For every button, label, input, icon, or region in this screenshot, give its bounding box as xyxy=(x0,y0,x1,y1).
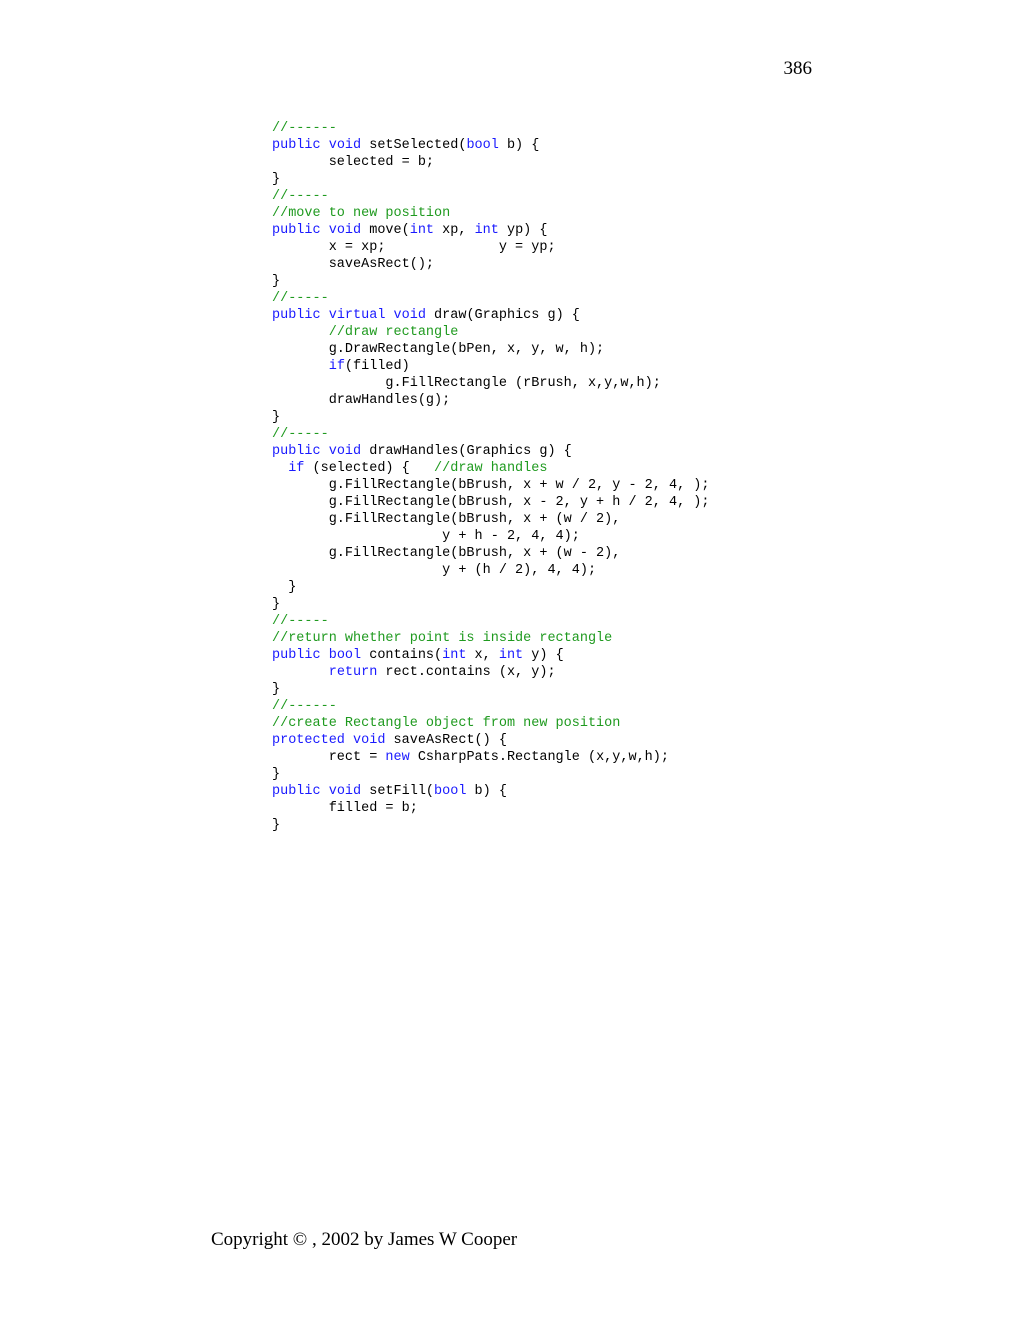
code-comment: //----- xyxy=(272,614,329,629)
code-line xyxy=(272,681,709,698)
code-line xyxy=(272,562,709,579)
code-text: } xyxy=(272,597,281,612)
code-keyword: int xyxy=(409,223,435,238)
code-text xyxy=(272,359,329,374)
code-text: rect = xyxy=(272,750,386,765)
code-line xyxy=(272,426,709,443)
code-line xyxy=(272,817,709,834)
code-text: g.FillRectangle(bBrush, x + w / 2, y - 2, 4, ); xyxy=(272,478,710,493)
code-keyword: if xyxy=(328,359,345,374)
code-line xyxy=(272,494,709,511)
code-text: } xyxy=(272,818,281,833)
code-text: draw(Graphics g) { xyxy=(425,308,580,323)
code-line xyxy=(272,783,709,800)
code-comment: //create Rectangle object from new position xyxy=(272,716,621,731)
code-line xyxy=(272,596,709,613)
code-keyword: void xyxy=(393,308,426,323)
code-keyword: void xyxy=(328,444,362,459)
code-text: (filled) xyxy=(344,359,410,374)
code-line xyxy=(272,715,709,732)
code-text: g.FillRectangle (rBrush, x,y,w,h); xyxy=(272,376,661,391)
code-line xyxy=(272,630,709,647)
code-keyword: protected xyxy=(272,733,345,748)
code-text: g.FillRectangle(bBrush, x + (w - 2), xyxy=(272,546,621,561)
code-comment: //move to new position xyxy=(272,206,451,221)
code-text: g.FillRectangle(bBrush, x - 2, y + h / 2, 4, ); xyxy=(272,495,710,510)
code-line xyxy=(272,392,709,409)
code-comment: //----- xyxy=(272,291,329,306)
code-keyword: public xyxy=(272,308,321,323)
code-text: g.DrawRectangle(bPen, x, y, w, h); xyxy=(272,342,605,357)
code-line xyxy=(272,732,709,749)
code-keyword: bool xyxy=(466,138,499,153)
code-comment: //draw rectangle xyxy=(328,325,459,340)
code-text: } xyxy=(272,580,297,595)
code-text: saveAsRect() { xyxy=(385,733,507,748)
code-text xyxy=(321,648,329,663)
code-line xyxy=(272,698,709,715)
code-keyword: bool xyxy=(328,648,362,663)
code-text xyxy=(321,223,329,238)
code-text: } xyxy=(272,274,281,289)
code-line xyxy=(272,341,709,358)
code-text: } xyxy=(272,682,281,697)
code-line xyxy=(272,477,709,494)
code-text xyxy=(272,665,329,680)
code-text: yp) { xyxy=(498,223,548,238)
code-line xyxy=(272,188,709,205)
code-keyword: void xyxy=(328,784,362,799)
code-keyword: void xyxy=(328,138,362,153)
code-text: b) { xyxy=(498,138,540,153)
page-number: 386 xyxy=(783,58,812,79)
code-text: (selected) { xyxy=(304,461,435,476)
code-listing xyxy=(272,120,709,834)
code-line xyxy=(272,647,709,664)
code-keyword: int xyxy=(474,223,499,238)
code-text: y + (h / 2), 4, 4); xyxy=(272,563,597,578)
code-text: contains( xyxy=(361,648,443,663)
code-line xyxy=(272,120,709,137)
code-comment: //----- xyxy=(272,189,329,204)
code-keyword: if xyxy=(288,461,305,476)
code-line xyxy=(272,307,709,324)
code-keyword: return xyxy=(328,665,378,680)
code-text xyxy=(321,444,329,459)
code-line xyxy=(272,409,709,426)
code-text: y + h - 2, 4, 4); xyxy=(272,529,580,544)
code-keyword: new xyxy=(385,750,410,765)
code-keyword: int xyxy=(442,648,467,663)
code-text xyxy=(272,325,329,340)
code-text: x, xyxy=(466,648,499,663)
code-keyword: bool xyxy=(434,784,467,799)
code-line xyxy=(272,171,709,188)
code-line xyxy=(272,528,709,545)
code-keyword: public xyxy=(272,444,321,459)
code-text xyxy=(321,308,329,323)
code-line xyxy=(272,154,709,171)
code-text: g.FillRectangle(bBrush, x + (w / 2), xyxy=(272,512,621,527)
code-line xyxy=(272,579,709,596)
code-line xyxy=(272,375,709,392)
code-text: b) { xyxy=(466,784,507,799)
code-line xyxy=(272,239,709,256)
code-comment: //----- xyxy=(272,427,329,442)
code-text: move( xyxy=(361,223,410,238)
code-text xyxy=(321,784,329,799)
code-text xyxy=(321,138,329,153)
code-keyword: virtual xyxy=(328,308,386,323)
code-line xyxy=(272,358,709,375)
code-keyword: int xyxy=(498,648,524,663)
code-line xyxy=(272,324,709,341)
code-text: setSelected( xyxy=(361,138,467,153)
code-line xyxy=(272,545,709,562)
code-text: y) { xyxy=(523,648,564,663)
code-text: xp, xyxy=(434,223,475,238)
code-text: drawHandles(Graphics g) { xyxy=(361,444,572,459)
code-line xyxy=(272,749,709,766)
copyright-footer: Copyright © , 2002 by James W Cooper xyxy=(211,1229,518,1250)
code-line xyxy=(272,800,709,817)
code-comment: //return whether point is inside rectangle xyxy=(272,631,613,646)
code-line xyxy=(272,443,709,460)
code-line xyxy=(272,273,709,290)
code-text: selected = b; xyxy=(272,155,435,170)
code-comment: //------ xyxy=(272,121,337,136)
code-keyword: public xyxy=(272,223,321,238)
code-keyword: public xyxy=(272,784,321,799)
code-comment: //draw handles xyxy=(434,461,548,476)
code-text xyxy=(385,308,393,323)
code-text: filled = b; xyxy=(272,801,418,816)
code-text: drawHandles(g); xyxy=(272,393,451,408)
code-keyword: void xyxy=(353,733,386,748)
code-text: setFill( xyxy=(361,784,435,799)
code-text: rect.contains (x, y); xyxy=(377,665,556,680)
code-text: saveAsRect(); xyxy=(272,257,435,272)
code-text: } xyxy=(272,767,281,782)
code-comment: //------ xyxy=(272,699,337,714)
code-text: } xyxy=(272,410,281,425)
code-text: x = xp; y = yp; xyxy=(272,240,556,255)
code-line xyxy=(272,766,709,783)
code-line xyxy=(272,613,709,630)
code-keyword: public xyxy=(272,648,321,663)
code-line xyxy=(272,664,709,681)
code-keyword: public xyxy=(272,138,321,153)
code-line xyxy=(272,290,709,307)
code-text: } xyxy=(272,172,281,187)
code-line xyxy=(272,222,709,239)
code-line xyxy=(272,137,709,154)
code-line xyxy=(272,256,709,273)
code-line xyxy=(272,205,709,222)
code-text xyxy=(345,733,353,748)
code-line xyxy=(272,511,709,528)
code-text xyxy=(272,461,288,476)
code-line xyxy=(272,460,709,477)
code-text: CsharpPats.Rectangle (x,y,w,h); xyxy=(409,750,669,765)
code-keyword: void xyxy=(328,223,362,238)
